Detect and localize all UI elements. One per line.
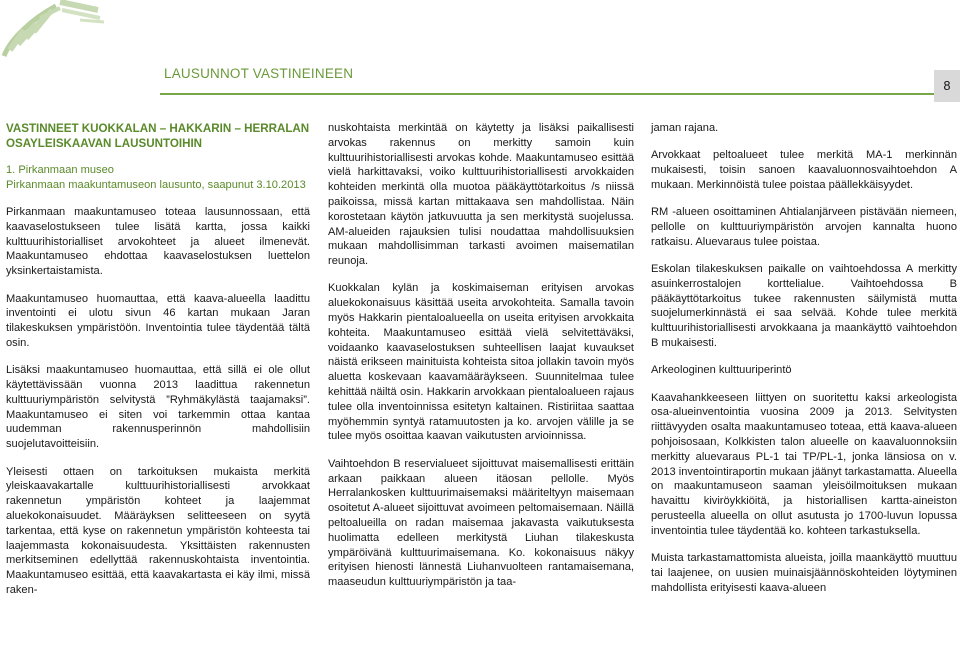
page-number-box: [934, 70, 960, 102]
paragraph: RM -alueen osoittaminen Ahtialanjärveen pistävään niemeen, pellolle on kulttuuriympäristön arvojen kannalta huono ratkaisu. Aluevaraus tulee poistaa.: [651, 206, 957, 248]
subheading-statement-date: Pirkanmaan maakuntamuseon lausunto, saapunut 3.10.2013: [6, 178, 306, 191]
paragraph: Muista tarkastamattomista alueista, joilla maankäyttö muuttuu tai laajenee, on uusien muinaisjäännöskohteiden löytyminen mahdollista erityisesti kaava-alueen: [651, 552, 957, 594]
paragraph: Maakuntamuseo huomauttaa, että kaava-alueella laadittu inventointi ei ulotu sivun 46 kartan mukaan Jaran tilakeskuksen ympäristöön. Inventointia tulee täydentää tältä osin.: [6, 292, 310, 349]
section-subheading: Arkeologinen kulttuuriperintö: [651, 364, 792, 377]
paragraph: Lisäksi maakuntamuseo huomauttaa, että sillä ei ole ollut käytettävissään vuonna 2013 laadittua rakennetun kulttuuriympäristön selvitystä ”Ryhmäkylästä taajamaksi”. Maakuntamuseo ei siten voi tarkemmin ottaa kantaa uudemman rakennusperinnön mahdollisiin suojelutavoitteisiin.: [6, 364, 310, 451]
page-number: 8: [943, 79, 951, 93]
paragraph: jaman rajana.: [651, 122, 719, 134]
paragraph: Kuokkalan kylän ja koskimaiseman erityisen arvokas aluekokonaisuus käsittää useita arvokohteita. Samalla tavoin myös Hakkarin pientaloalueella on useita erityisen arvokkaita kohteita. Maakuntamuseo esittää vielä selvitettäväksi, voidaanko kaavaselostuksen suhteellisen laajat kuvaukset näistä erikseen mainituista kohteista sitoa jollakin tavoin myös aluetta koskevaan kaavamääräykseen. Suunnitelmaa tulee kehittää näiltä osin. Hakkarin arvokkaan pientaloalueen rajaus tulee olla inventoinnissa esitetyn kaltainen. Ristiriitaa saattaa myöhemmin syntyä ratamuutosten ja ko. arvojen välille ja se tulee myös osoittaa kaavan vaikutusten arvioinnissa.: [328, 282, 634, 443]
paragraph: Eskolan tilakeskuksen paikalle on vaihtoehdossa A merkitty asuinkerrostalojen korttelialue. Vaihtoehdossa B pääkäyttötarkoitus tukee rakennusten säilymistä mutta suojelumerkinnästä ei saa selvää. Kohde tulee merkitä kulttuurihistoriallisesti arvokkaana ja maankäyttö vaihtoehdon B mukaisesti.: [651, 263, 957, 350]
header-title: LAUSUNNOT VASTINEINEEN: [164, 66, 354, 81]
column-3: [651, 121, 957, 608]
paragraph: Yleisesti ottaen on tarkoituksen mukaista merkitä yleiskaavakartalle kulttuurihistoriallisesti arvokkaat rakennetun ympäristön kohteet ja laajemmat aluekokonaisuudet. Määräyksen selitteeseen on syytä tarkentaa, että kyse on rakennetun ympäristön kohteesta tai laajemmasta kokonaisuudesta. Yksittäisten rakennusten merkitseminen edellyttää rakennuskohtaista inventointia. Maakuntamuseo esittää, että kaavakartasta ei käy ilmi, missä raken-: [6, 465, 310, 596]
column-2: [328, 121, 634, 602]
paragraph: nuskohtaista merkintää on käytetty ja lisäksi paikallisesti arvokas rakennus on merkitty samoin kuin kulttuurihistoriallisesti arvokas kohde. Maakuntamuseo esittää vielä harkittavaksi, voiko kulttuurihistoriallisesti arvokkaiden kohteiden merkintä olla muotoa pääkäyttötarkoitus /s niissä paikoissa, missä kartan mittakaava sen mahdollistaa. Näin korostetaan käytön jatkuvuutta ja sen merkitystä suojelussa. AM-alueiden rajauksien tulisi noudattaa mahdollisuuksien mukaan mahdollisimman tarkasti avoimen maisematilan reunoja.: [328, 122, 634, 268]
column-1: [6, 121, 310, 610]
statement-subheading: [6, 163, 310, 193]
paragraph: Vaihtoehdon B reservialueet sijoittuvat maisemallisesti erittäin arkaan paikkaan alueen itäosan pellolle. Myös Herralankosken kulttuurimaisemaksi määriteltyyn maisemaan osoitetut A-alueet sijoittuvat avoimeen peltomaisemaan. Näillä peltoalueilla on radan maisemaa jakavasta vaikutuksesta huolimatta edelleen merkitystä Liuhan tilakeskusta ympäröivänä kulttuurimaisemana. Ko. kokonaisuus näkyy erityisen hienosti lännestä Liuhanvuolteen rantamaisemana, maaseudun kulttuuriympäristön ja taa-: [328, 457, 634, 589]
header-divider: [160, 93, 934, 95]
document-heading: VASTINNEET KUOKKALAN – HAKKARIN – HERRALAN OSAYLEISKAAVAN LAUSUNTOIHIN: [6, 122, 310, 150]
leaf-logo-icon: [0, 0, 120, 60]
subheading-museum: 1. Pirkanmaan museo: [6, 164, 114, 176]
paragraph: Arvokkaat peltoalueet tulee merkitä MA-1 merkinnän mukaisesti, toisin sanoen kaavaluonnosvaihtoehdon A mukaan. Merkinnöistä tulee poistaa päällekkäisyydet.: [651, 149, 957, 191]
paragraph: Kaavahankkeeseen liittyen on suoritettu kaksi arkeologista osa-alueinventointia vuosina 2009 ja 2013. Selvitysten riittävyyden osalta maakuntamuseo toteaa, että kaava-alueen pohjoisosaan, Kolkkisten talon alueelle on kaavaluonnoksiin merkitty aluevaraus PL-1 tai TP/PL-1, jonka länsiosa on v. 2013 inventointiraportin mukaan jäänyt tarkastamatta. Alueella on maakuntamuseon saaman yleisöilmoituksen mukaan havaittu kiviröykkiöitä, ja historiallisen kartta-aineiston perusteella alueella on ollut asutusta jo 1700-luvun lopussa inventointia tulee täydentää ko. kohteen tarkastuksella.: [651, 391, 957, 537]
paragraph: Pirkanmaan maakuntamuseo toteaa lausunnossaan, että kaavaselostukseen tulee lisätä kartta, jossa kaikki kulttuurihistorialliset arvokohteet ja alueet ilmenevät. Maakuntamuseo ehdottaa kaavaselostuksen luettelon yksinkertaistamista.: [6, 206, 310, 278]
